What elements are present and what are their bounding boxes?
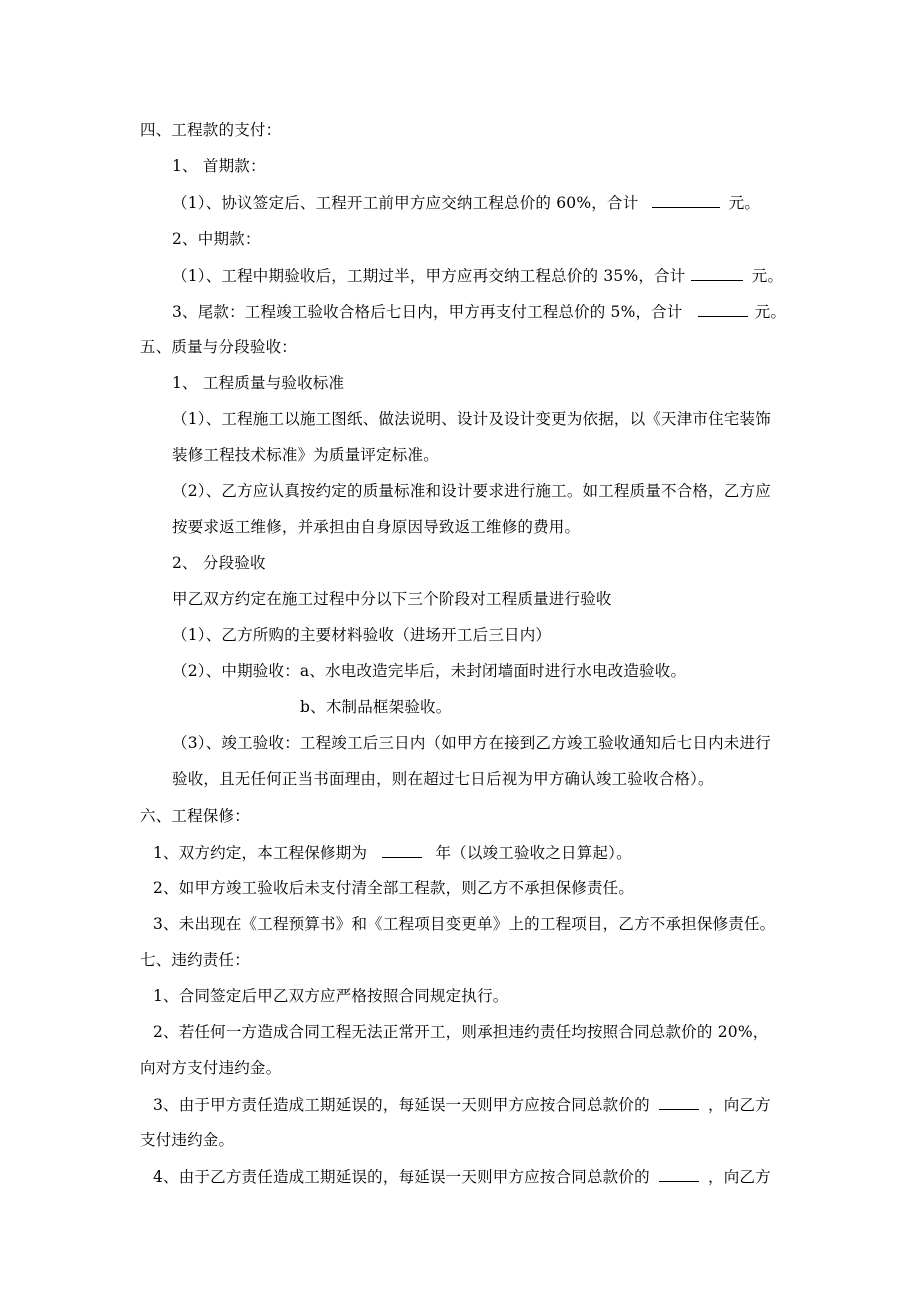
quality-clause-1-line-2: 装修工程技术标准》为质量评定标准。 <box>172 446 439 464</box>
breach-clause-3-tail: ，向乙方 <box>708 1096 771 1114</box>
mid-payment-clause <box>172 265 783 286</box>
final-payment-unit: 元。 <box>754 303 787 321</box>
breach-rate-blank-4[interactable] <box>659 1166 699 1182</box>
stage-item-1: （1）、乙方所购的主要材料验收（进场开工后三日内） <box>172 626 552 644</box>
section-6-heading: 六、工程保修： <box>140 807 250 825</box>
quality-clause-1-line-1: （1）、工程施工以施工图纸、做法说明、设计及设计变更为依据，以《天津市住宅装饰 <box>172 410 771 428</box>
first-payment-title: 1、 首期款： <box>172 157 266 175</box>
quality-clause-2-line-1: （2）、乙方应认真按约定的质量标准和设计要求进行施工。如工程质量不合格，乙方应 <box>172 482 771 500</box>
mid-payment-unit: 元。 <box>751 267 784 285</box>
breach-clause-2-line-1: 2、若任何一方造成合同工程无法正常开工，则承担违约责任均按照合同总款价的 20%， <box>153 1023 769 1041</box>
breach-rate-blank-3[interactable] <box>659 1094 699 1110</box>
warranty-clause-3: 3、未出现在《工程预算书》和《工程项目变更单》上的工程项目，乙方不承担保修责任。 <box>153 915 776 933</box>
mid-payment-text: （1）、工程中期验收后，工期过半，甲方应再交纳工程总价的 35%，合计 <box>172 267 686 285</box>
mid-payment-title: 2、中期款： <box>172 230 261 248</box>
breach-clause-1: 1、合同签定后甲乙双方应严格按照合同规定执行。 <box>153 987 509 1005</box>
section-4-heading: 四、工程款的支付： <box>140 121 282 139</box>
stage-acceptance-title: 2、 分段验收 <box>172 554 266 572</box>
quality-standard-title: 1、 工程质量与验收标准 <box>172 374 345 392</box>
breach-clause-4 <box>153 1166 771 1187</box>
final-payment-text: 3、尾款：工程竣工验收合格后七日内，甲方再支付工程总价的 5%，合计 <box>172 303 683 321</box>
stage-item-3-line-2: 验收，且无任何正当书面理由，则在超过七日后视为甲方确认竣工验收合格）。 <box>172 770 714 788</box>
section-7-heading: 七、违约责任： <box>140 951 250 969</box>
breach-clause-3 <box>153 1094 771 1115</box>
final-payment-clause <box>172 301 786 322</box>
warranty-period-text: 1、双方约定，本工程保修期为 <box>153 844 368 862</box>
breach-clause-3-text: 3、由于甲方责任造成工期延误的，每延误一天则甲方应按合同总款价的 <box>153 1096 650 1114</box>
first-payment-unit: 元。 <box>728 194 761 212</box>
mid-payment-amount-blank[interactable] <box>691 265 743 281</box>
stage-item-2b: b、木制品框架验收。 <box>300 698 452 716</box>
warranty-years-blank[interactable] <box>382 842 422 858</box>
stage-acceptance-intro: 甲乙双方约定在施工过程中分以下三个阶段对工程质量进行验收 <box>172 590 612 608</box>
first-payment-text: （1）、协议签定后、工程开工前甲方应交纳工程总价的 60%，合计 <box>172 194 639 212</box>
breach-clause-3-line-2: 支付违约金。 <box>140 1131 235 1149</box>
warranty-clause-1 <box>153 842 632 863</box>
first-payment-amount-blank[interactable] <box>652 192 720 208</box>
breach-clause-2-line-2: 向对方支付违约金。 <box>140 1059 282 1077</box>
warranty-period-unit: 年（以竣工验收之日算起）。 <box>435 844 632 862</box>
warranty-clause-2: 2、如甲方竣工验收后未支付清全部工程款，则乙方不承担保修责任。 <box>153 879 635 897</box>
section-5-heading: 五、质量与分段验收： <box>140 338 298 356</box>
final-payment-amount-blank[interactable] <box>698 301 748 317</box>
first-payment-clause <box>172 192 760 213</box>
stage-item-3-line-1: （3）、竣工验收：工程竣工后三日内（如甲方在接到乙方竣工验收通知后七日内未进行 <box>172 734 771 752</box>
quality-clause-2-line-2: 按要求返工维修，并承担由自身原因导致返工维修的费用。 <box>172 518 581 536</box>
stage-item-2: （2）、中期验收：a、水电改造完毕后，未封闭墙面时进行水电改造验收。 <box>172 662 687 680</box>
breach-clause-4-text: 4、由于乙方责任造成工期延误的，每延误一天则甲方应按合同总款价的 <box>153 1168 650 1186</box>
breach-clause-4-tail: ，向乙方 <box>708 1168 771 1186</box>
